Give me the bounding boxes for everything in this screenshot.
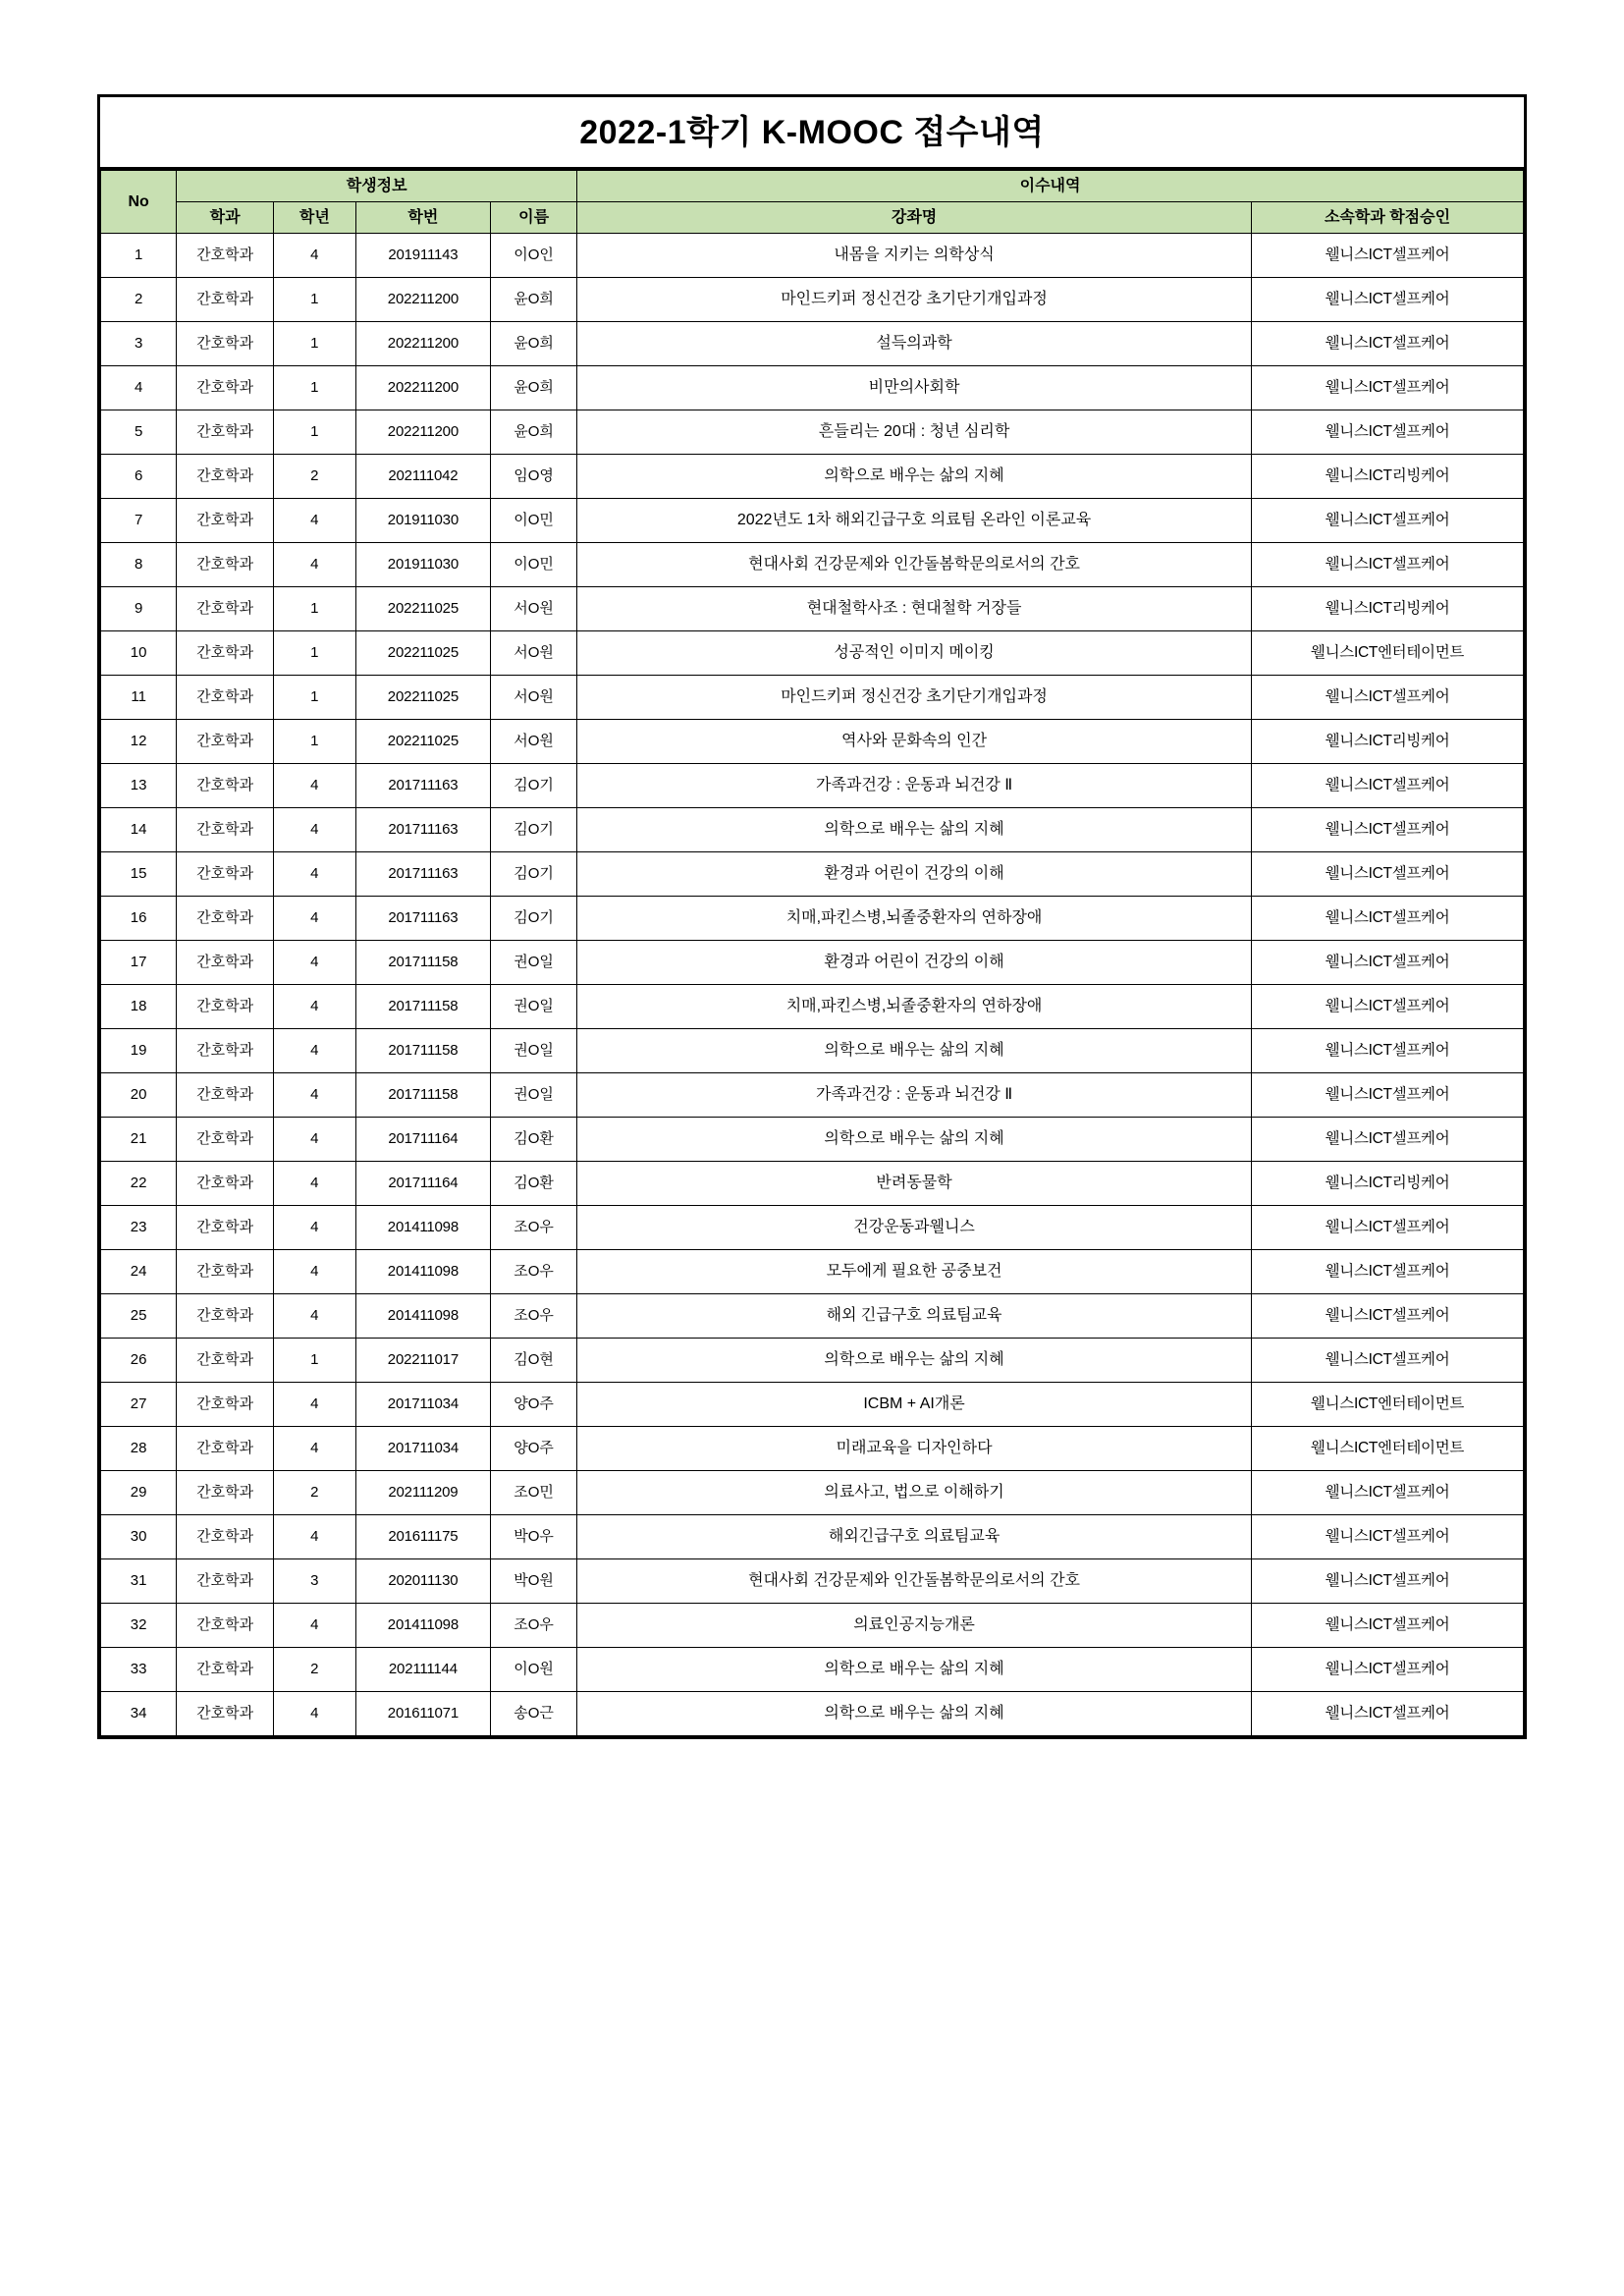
cell-no: 2 — [101, 278, 177, 322]
cell-course: 의학으로 배우는 삶의 지혜 — [577, 1648, 1252, 1692]
cell-student-id: 201711158 — [355, 985, 490, 1029]
cell-name: 김O환 — [491, 1162, 577, 1206]
cell-year: 1 — [274, 587, 356, 631]
cell-course: 치매,파킨스병,뇌졸중환자의 연하장애 — [577, 897, 1252, 941]
table-row — [101, 676, 1524, 720]
cell-dept: 간호학과 — [177, 499, 274, 543]
cell-name: 윤O희 — [491, 278, 577, 322]
cell-year: 4 — [274, 1118, 356, 1162]
cell-approval: 웰니스ICT리빙케어 — [1252, 720, 1524, 764]
cell-no: 18 — [101, 985, 177, 1029]
cell-no: 6 — [101, 455, 177, 499]
cell-dept: 간호학과 — [177, 676, 274, 720]
cell-student-id: 201411098 — [355, 1294, 490, 1339]
cell-no: 7 — [101, 499, 177, 543]
cell-course: 현대사회 건강문제와 인간돌봄학문의로서의 간호 — [577, 1559, 1252, 1604]
cell-no: 3 — [101, 322, 177, 366]
cell-no: 32 — [101, 1604, 177, 1648]
cell-no: 33 — [101, 1648, 177, 1692]
cell-dept: 간호학과 — [177, 1604, 274, 1648]
cell-student-id: 201711163 — [355, 897, 490, 941]
cell-no: 27 — [101, 1383, 177, 1427]
cell-no: 25 — [101, 1294, 177, 1339]
cell-approval: 웰니스ICT셀프케어 — [1252, 1118, 1524, 1162]
cell-course: 의료인공지능개론 — [577, 1604, 1252, 1648]
cell-year: 1 — [274, 278, 356, 322]
cell-course: 마인드키퍼 정신건강 초기단기개입과정 — [577, 676, 1252, 720]
cell-approval: 웰니스ICT셀프케어 — [1252, 808, 1524, 852]
cell-approval: 웰니스ICT셀프케어 — [1252, 676, 1524, 720]
cell-course: 의학으로 배우는 삶의 지혜 — [577, 455, 1252, 499]
cell-name: 이O인 — [491, 234, 577, 278]
table-row — [101, 852, 1524, 897]
cell-student-id: 202111144 — [355, 1648, 490, 1692]
cell-year: 4 — [274, 1162, 356, 1206]
cell-year: 4 — [274, 985, 356, 1029]
cell-no: 17 — [101, 941, 177, 985]
table-row — [101, 1427, 1524, 1471]
column-header-name: 이름 — [491, 202, 577, 234]
cell-name: 이O원 — [491, 1648, 577, 1692]
cell-year: 4 — [274, 897, 356, 941]
cell-name: 박O우 — [491, 1515, 577, 1559]
table-row — [101, 764, 1524, 808]
cell-year: 4 — [274, 1604, 356, 1648]
cell-course: 가족과건강 : 운동과 뇌건강 Ⅱ — [577, 764, 1252, 808]
cell-student-id: 201411098 — [355, 1206, 490, 1250]
cell-no: 4 — [101, 366, 177, 410]
cell-course: 의학으로 배우는 삶의 지혜 — [577, 1029, 1252, 1073]
cell-name: 서O원 — [491, 631, 577, 676]
cell-approval: 웰니스ICT셀프케어 — [1252, 278, 1524, 322]
cell-no: 30 — [101, 1515, 177, 1559]
cell-dept: 간호학과 — [177, 455, 274, 499]
table-row — [101, 1559, 1524, 1604]
cell-course: 흔들리는 20대 : 청년 심리학 — [577, 410, 1252, 455]
cell-year: 2 — [274, 1648, 356, 1692]
cell-dept: 간호학과 — [177, 1294, 274, 1339]
cell-approval: 웰니스ICT리빙케어 — [1252, 587, 1524, 631]
cell-dept: 간호학과 — [177, 720, 274, 764]
cell-approval: 웰니스ICT셀프케어 — [1252, 410, 1524, 455]
cell-approval: 웰니스ICT셀프케어 — [1252, 543, 1524, 587]
cell-no: 19 — [101, 1029, 177, 1073]
cell-approval: 웰니스ICT셀프케어 — [1252, 1471, 1524, 1515]
table-row — [101, 322, 1524, 366]
cell-name: 조O우 — [491, 1294, 577, 1339]
cell-year: 4 — [274, 852, 356, 897]
cell-approval: 웰니스ICT셀프케어 — [1252, 234, 1524, 278]
table-row — [101, 366, 1524, 410]
cell-course: 현대철학사조 : 현대철학 거장들 — [577, 587, 1252, 631]
cell-no: 24 — [101, 1250, 177, 1294]
cell-approval: 웰니스ICT셀프케어 — [1252, 1294, 1524, 1339]
cell-year: 4 — [274, 543, 356, 587]
cell-dept: 간호학과 — [177, 1383, 274, 1427]
cell-dept: 간호학과 — [177, 631, 274, 676]
cell-approval: 웰니스ICT셀프케어 — [1252, 985, 1524, 1029]
table-header — [101, 171, 1524, 234]
cell-no: 12 — [101, 720, 177, 764]
cell-dept: 간호학과 — [177, 1118, 274, 1162]
cell-year: 1 — [274, 410, 356, 455]
cell-dept: 간호학과 — [177, 1471, 274, 1515]
cell-year: 4 — [274, 941, 356, 985]
cell-year: 4 — [274, 1383, 356, 1427]
table-row — [101, 455, 1524, 499]
cell-dept: 간호학과 — [177, 587, 274, 631]
cell-approval: 웰니스ICT셀프케어 — [1252, 366, 1524, 410]
cell-name: 송O근 — [491, 1692, 577, 1736]
cell-name: 조O민 — [491, 1471, 577, 1515]
cell-no: 23 — [101, 1206, 177, 1250]
cell-dept: 간호학과 — [177, 543, 274, 587]
cell-name: 조O우 — [491, 1206, 577, 1250]
cell-no: 29 — [101, 1471, 177, 1515]
cell-year: 4 — [274, 1029, 356, 1073]
cell-no: 10 — [101, 631, 177, 676]
table-row — [101, 1604, 1524, 1648]
cell-name: 양O주 — [491, 1383, 577, 1427]
cell-dept: 간호학과 — [177, 941, 274, 985]
table-row — [101, 941, 1524, 985]
cell-course: 치매,파킨스병,뇌졸중환자의 연하장애 — [577, 985, 1252, 1029]
cell-dept: 간호학과 — [177, 1427, 274, 1471]
cell-year: 1 — [274, 1339, 356, 1383]
cell-student-id: 202111209 — [355, 1471, 490, 1515]
cell-student-id: 201711034 — [355, 1427, 490, 1471]
cell-dept: 간호학과 — [177, 852, 274, 897]
table-row — [101, 1250, 1524, 1294]
table-row — [101, 499, 1524, 543]
cell-name: 윤O희 — [491, 366, 577, 410]
cell-year: 4 — [274, 1294, 356, 1339]
cell-approval: 웰니스ICT엔터테이먼트 — [1252, 631, 1524, 676]
cell-dept: 간호학과 — [177, 234, 274, 278]
header-group-row — [101, 171, 1524, 202]
document-frame — [97, 94, 1527, 1739]
column-header-year: 학년 — [274, 202, 356, 234]
cell-year: 4 — [274, 499, 356, 543]
cell-no: 22 — [101, 1162, 177, 1206]
cell-year: 2 — [274, 455, 356, 499]
cell-name: 김O기 — [491, 764, 577, 808]
cell-no: 1 — [101, 234, 177, 278]
cell-approval: 웰니스ICT셀프케어 — [1252, 1073, 1524, 1118]
title-band — [100, 97, 1524, 170]
cell-no: 34 — [101, 1692, 177, 1736]
cell-name: 서O원 — [491, 720, 577, 764]
cell-name: 이O민 — [491, 543, 577, 587]
cell-no: 15 — [101, 852, 177, 897]
cell-no: 31 — [101, 1559, 177, 1604]
cell-no: 8 — [101, 543, 177, 587]
cell-dept: 간호학과 — [177, 897, 274, 941]
page-title: 2022-1학기 K-MOOC 접수내역 — [579, 113, 1045, 151]
cell-student-id: 201411098 — [355, 1604, 490, 1648]
cell-approval: 웰니스ICT셀프케어 — [1252, 852, 1524, 897]
cell-year: 1 — [274, 631, 356, 676]
cell-student-id: 201711164 — [355, 1162, 490, 1206]
cell-student-id: 202211025 — [355, 631, 490, 676]
cell-course: 마인드키퍼 정신건강 초기단기개입과정 — [577, 278, 1252, 322]
column-header-course: 강좌명 — [577, 202, 1252, 234]
cell-year: 1 — [274, 322, 356, 366]
cell-course: 의학으로 배우는 삶의 지혜 — [577, 808, 1252, 852]
cell-student-id: 202211200 — [355, 366, 490, 410]
cell-student-id: 202211017 — [355, 1339, 490, 1383]
cell-course: 반려동물학 — [577, 1162, 1252, 1206]
cell-name: 권O일 — [491, 985, 577, 1029]
cell-approval: 웰니스ICT셀프케어 — [1252, 1692, 1524, 1736]
cell-student-id: 201911030 — [355, 543, 490, 587]
table-row — [101, 1162, 1524, 1206]
cell-name: 김O환 — [491, 1118, 577, 1162]
cell-student-id: 201711158 — [355, 1029, 490, 1073]
cell-name: 김O현 — [491, 1339, 577, 1383]
cell-course: 역사와 문화속의 인간 — [577, 720, 1252, 764]
cell-approval: 웰니스ICT엔터테이먼트 — [1252, 1383, 1524, 1427]
cell-year: 4 — [274, 1073, 356, 1118]
cell-dept: 간호학과 — [177, 278, 274, 322]
cell-year: 4 — [274, 1250, 356, 1294]
cell-student-id: 201711163 — [355, 764, 490, 808]
cell-student-id: 202211025 — [355, 587, 490, 631]
cell-dept: 간호학과 — [177, 322, 274, 366]
cell-dept: 간호학과 — [177, 985, 274, 1029]
cell-year: 4 — [274, 1692, 356, 1736]
cell-name: 임O영 — [491, 455, 577, 499]
cell-year: 4 — [274, 1206, 356, 1250]
cell-student-id: 202211200 — [355, 278, 490, 322]
table-row — [101, 587, 1524, 631]
cell-name: 윤O희 — [491, 410, 577, 455]
cell-course: 설득의과학 — [577, 322, 1252, 366]
cell-student-id: 202211025 — [355, 720, 490, 764]
cell-course: 건강운동과웰니스 — [577, 1206, 1252, 1250]
cell-approval: 웰니스ICT셀프케어 — [1252, 322, 1524, 366]
cell-dept: 간호학과 — [177, 1339, 274, 1383]
cell-approval: 웰니스ICT셀프케어 — [1252, 1515, 1524, 1559]
cell-course: 현대사회 건강문제와 인간돌봄학문의로서의 간호 — [577, 543, 1252, 587]
cell-approval: 웰니스ICT셀프케어 — [1252, 1559, 1524, 1604]
cell-dept: 간호학과 — [177, 1162, 274, 1206]
column-header-approval: 소속학과 학점승인 — [1252, 202, 1524, 234]
cell-course: 모두에게 필요한 공중보건 — [577, 1250, 1252, 1294]
cell-approval: 웰니스ICT셀프케어 — [1252, 1339, 1524, 1383]
cell-dept: 간호학과 — [177, 410, 274, 455]
cell-name: 김O기 — [491, 808, 577, 852]
cell-course: 의학으로 배우는 삶의 지혜 — [577, 1118, 1252, 1162]
cell-approval: 웰니스ICT리빙케어 — [1252, 455, 1524, 499]
cell-student-id: 201411098 — [355, 1250, 490, 1294]
cell-year: 2 — [274, 1471, 356, 1515]
cell-course: 의학으로 배우는 삶의 지혜 — [577, 1692, 1252, 1736]
cell-dept: 간호학과 — [177, 1206, 274, 1250]
cell-course: 의료사고, 법으로 이해하기 — [577, 1471, 1252, 1515]
column-header-student-id: 학번 — [355, 202, 490, 234]
header-sub-row — [101, 202, 1524, 234]
table-row — [101, 410, 1524, 455]
table-row — [101, 1294, 1524, 1339]
cell-no: 16 — [101, 897, 177, 941]
table-row — [101, 1648, 1524, 1692]
table-row — [101, 897, 1524, 941]
cell-student-id: 201711158 — [355, 941, 490, 985]
cell-student-id: 202111042 — [355, 455, 490, 499]
cell-course: 의학으로 배우는 삶의 지혜 — [577, 1339, 1252, 1383]
cell-approval: 웰니스ICT리빙케어 — [1252, 1162, 1524, 1206]
cell-dept: 간호학과 — [177, 1648, 274, 1692]
cell-name: 이O민 — [491, 499, 577, 543]
cell-course: 가족과건강 : 운동과 뇌건강 Ⅱ — [577, 1073, 1252, 1118]
cell-student-id: 201911143 — [355, 234, 490, 278]
cell-no: 13 — [101, 764, 177, 808]
cell-name: 서O원 — [491, 587, 577, 631]
cell-no: 5 — [101, 410, 177, 455]
cell-dept: 간호학과 — [177, 1692, 274, 1736]
cell-year: 4 — [274, 808, 356, 852]
cell-year: 3 — [274, 1559, 356, 1604]
cell-student-id: 201911030 — [355, 499, 490, 543]
column-header-no: No — [101, 171, 177, 234]
cell-student-id: 201711164 — [355, 1118, 490, 1162]
cell-student-id: 202211200 — [355, 410, 490, 455]
kmooc-registration-table — [100, 170, 1524, 1736]
cell-name: 서O원 — [491, 676, 577, 720]
cell-approval: 웰니스ICT셀프케어 — [1252, 1206, 1524, 1250]
cell-approval: 웰니스ICT셀프케어 — [1252, 764, 1524, 808]
table-row — [101, 1339, 1524, 1383]
cell-approval: 웰니스ICT셀프케어 — [1252, 1604, 1524, 1648]
cell-dept: 간호학과 — [177, 1515, 274, 1559]
table-row — [101, 1471, 1524, 1515]
table-row — [101, 631, 1524, 676]
table-row — [101, 985, 1524, 1029]
table-row — [101, 1029, 1524, 1073]
table-row — [101, 808, 1524, 852]
table-body — [101, 234, 1524, 1736]
cell-approval: 웰니스ICT셀프케어 — [1252, 499, 1524, 543]
cell-dept: 간호학과 — [177, 366, 274, 410]
cell-name: 권O일 — [491, 1073, 577, 1118]
table-row — [101, 1073, 1524, 1118]
table-row — [101, 278, 1524, 322]
column-group-completion-info: 이수내역 — [577, 171, 1524, 202]
cell-course: 성공적인 이미지 메이킹 — [577, 631, 1252, 676]
cell-approval: 웰니스ICT셀프케어 — [1252, 1250, 1524, 1294]
table-row — [101, 543, 1524, 587]
cell-student-id: 202011130 — [355, 1559, 490, 1604]
cell-name: 조O우 — [491, 1604, 577, 1648]
table-row — [101, 234, 1524, 278]
cell-name: 윤O희 — [491, 322, 577, 366]
cell-course: 내몸을 지키는 의학상식 — [577, 234, 1252, 278]
table-row — [101, 1383, 1524, 1427]
cell-year: 4 — [274, 234, 356, 278]
cell-dept: 간호학과 — [177, 1250, 274, 1294]
cell-year: 4 — [274, 1515, 356, 1559]
cell-student-id: 201611071 — [355, 1692, 490, 1736]
cell-dept: 간호학과 — [177, 1073, 274, 1118]
cell-no: 9 — [101, 587, 177, 631]
cell-no: 26 — [101, 1339, 177, 1383]
cell-student-id: 201711163 — [355, 852, 490, 897]
cell-year: 4 — [274, 1427, 356, 1471]
table-row — [101, 1515, 1524, 1559]
cell-student-id: 201711034 — [355, 1383, 490, 1427]
cell-student-id: 201611175 — [355, 1515, 490, 1559]
cell-year: 1 — [274, 720, 356, 764]
cell-no: 28 — [101, 1427, 177, 1471]
table-row — [101, 720, 1524, 764]
column-header-dept: 학과 — [177, 202, 274, 234]
cell-name: 조O우 — [491, 1250, 577, 1294]
cell-dept: 간호학과 — [177, 808, 274, 852]
cell-name: 양O주 — [491, 1427, 577, 1471]
cell-name: 김O기 — [491, 897, 577, 941]
cell-year: 1 — [274, 366, 356, 410]
cell-name: 권O일 — [491, 1029, 577, 1073]
cell-course: 미래교육을 디자인하다 — [577, 1427, 1252, 1471]
cell-year: 1 — [274, 676, 356, 720]
cell-student-id: 202211025 — [355, 676, 490, 720]
cell-student-id: 201711158 — [355, 1073, 490, 1118]
cell-name: 김O기 — [491, 852, 577, 897]
cell-name: 박O원 — [491, 1559, 577, 1604]
cell-approval: 웰니스ICT셀프케어 — [1252, 897, 1524, 941]
cell-no: 21 — [101, 1118, 177, 1162]
cell-course: 환경과 어린이 건강의 이해 — [577, 852, 1252, 897]
cell-no: 11 — [101, 676, 177, 720]
cell-approval: 웰니스ICT엔터테이먼트 — [1252, 1427, 1524, 1471]
cell-dept: 간호학과 — [177, 1559, 274, 1604]
table-row — [101, 1692, 1524, 1736]
cell-no: 14 — [101, 808, 177, 852]
cell-dept: 간호학과 — [177, 1029, 274, 1073]
cell-student-id: 202211200 — [355, 322, 490, 366]
cell-no: 20 — [101, 1073, 177, 1118]
table-row — [101, 1118, 1524, 1162]
table-row — [101, 1206, 1524, 1250]
cell-course: 비만의사회학 — [577, 366, 1252, 410]
column-group-student-info: 학생정보 — [177, 171, 577, 202]
cell-course: 2022년도 1차 해외긴급구호 의료팀 온라인 이론교육 — [577, 499, 1252, 543]
cell-student-id: 201711163 — [355, 808, 490, 852]
cell-course: 해외긴급구호 의료팀교육 — [577, 1515, 1252, 1559]
cell-approval: 웰니스ICT셀프케어 — [1252, 941, 1524, 985]
cell-course: 환경과 어린이 건강의 이해 — [577, 941, 1252, 985]
cell-name: 권O일 — [491, 941, 577, 985]
cell-approval: 웰니스ICT셀프케어 — [1252, 1029, 1524, 1073]
cell-approval: 웰니스ICT셀프케어 — [1252, 1648, 1524, 1692]
cell-course: 해외 긴급구호 의료팀교육 — [577, 1294, 1252, 1339]
cell-dept: 간호학과 — [177, 764, 274, 808]
cell-year: 4 — [274, 764, 356, 808]
cell-course: ICBM + AI개론 — [577, 1383, 1252, 1427]
